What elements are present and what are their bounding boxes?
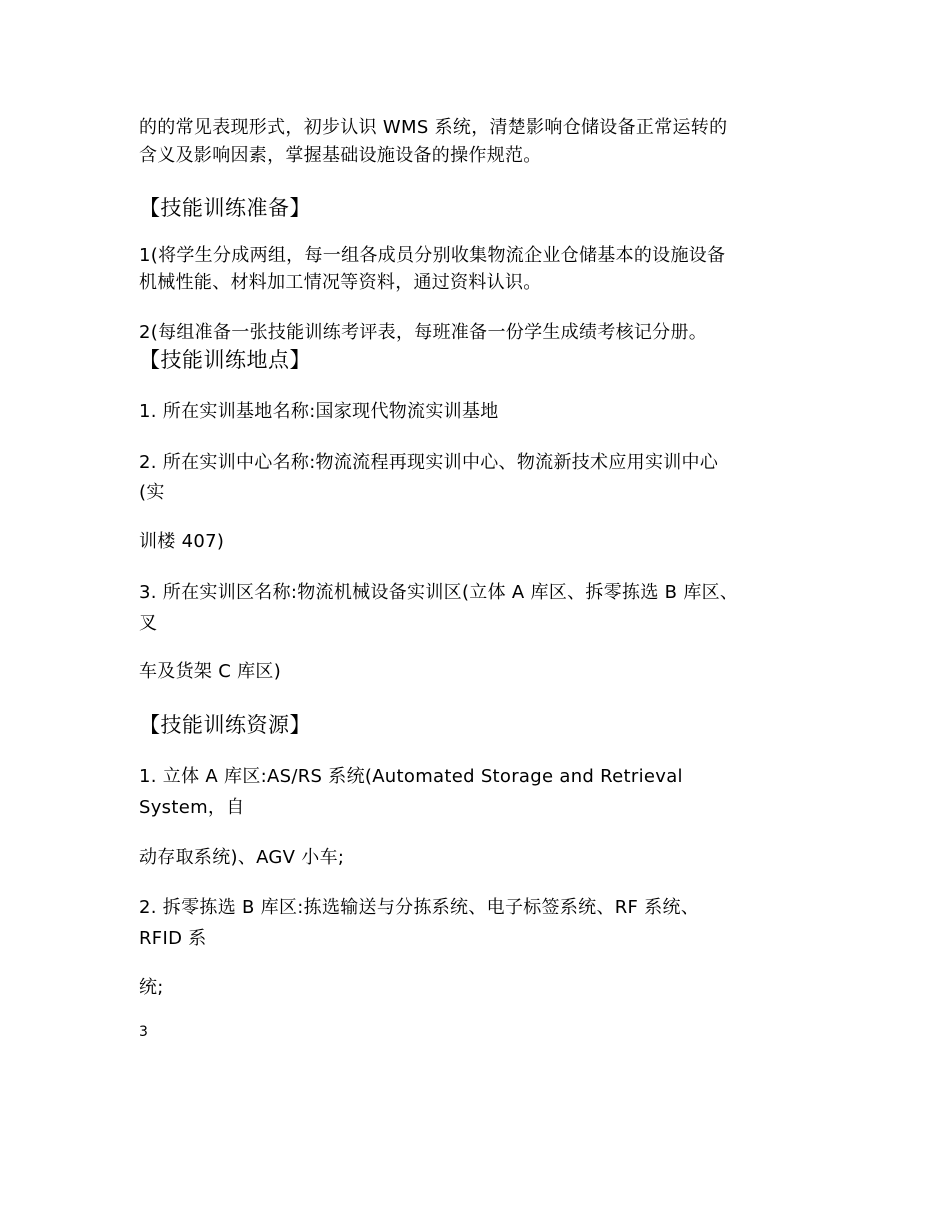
- location-item-3-line-3: 车及货架 C 库区): [139, 661, 282, 682]
- prep-heading: 【技能训练准备】: [139, 196, 311, 220]
- resources-item-1-line-3: 动存取系统)、AGV 小车;: [139, 847, 345, 868]
- prep-item-1-line-2: 机械性能、材料加工情况等资料，通过资料认识。: [139, 272, 542, 293]
- location-item-3-line-2: 叉: [139, 613, 158, 634]
- location-item-3-line-1: 3. 所在实训区名称:物流机械设备实训区(立体 A 库区、拆零拣选 B 库区、: [139, 582, 739, 603]
- intro-line-2: 含义及影响因素，掌握基础设施设备的操作规范。: [139, 145, 542, 166]
- location-item-1: 1. 所在实训基地名称:国家现代物流实训基地: [139, 401, 499, 422]
- prep-item-2: 2(每组准备一张技能训练考评表，每班准备一份学生成绩考核记分册。: [139, 322, 708, 343]
- location-heading: 【技能训练地点】: [139, 348, 311, 372]
- location-item-2-line-3: 训楼 407): [139, 531, 225, 552]
- intro-line-1: 的的常见表现形式，初步认识 WMS 系统，清楚影响仓储设备正常运转的: [139, 117, 728, 138]
- resources-item-1-line-2: System，自: [139, 797, 245, 818]
- resources-item-1-line-1: 1. 立体 A 库区:AS/RS 系统(Automated Storage and Retrieval: [139, 766, 683, 787]
- resources-heading: 【技能训练资源】: [139, 713, 311, 737]
- location-item-2-line-2: (实: [139, 482, 165, 503]
- page-number: 3: [139, 1024, 148, 1040]
- resources-item-2-line-1: 2. 拆零拣选 B 库区:拣选输送与分拣系统、电子标签系统、RF 系统、: [139, 897, 700, 918]
- resources-item-2-line-2: RFID 系: [139, 928, 207, 949]
- prep-item-1-line-1: 1(将学生分成两组，每一组各成员分别收集物流企业仓储基本的设施设备: [139, 245, 726, 266]
- resources-item-2-line-3: 统;: [139, 977, 164, 998]
- location-item-2-line-1: 2. 所在实训中心名称:物流流程再现实训中心、物流新技术应用实训中心: [139, 452, 719, 473]
